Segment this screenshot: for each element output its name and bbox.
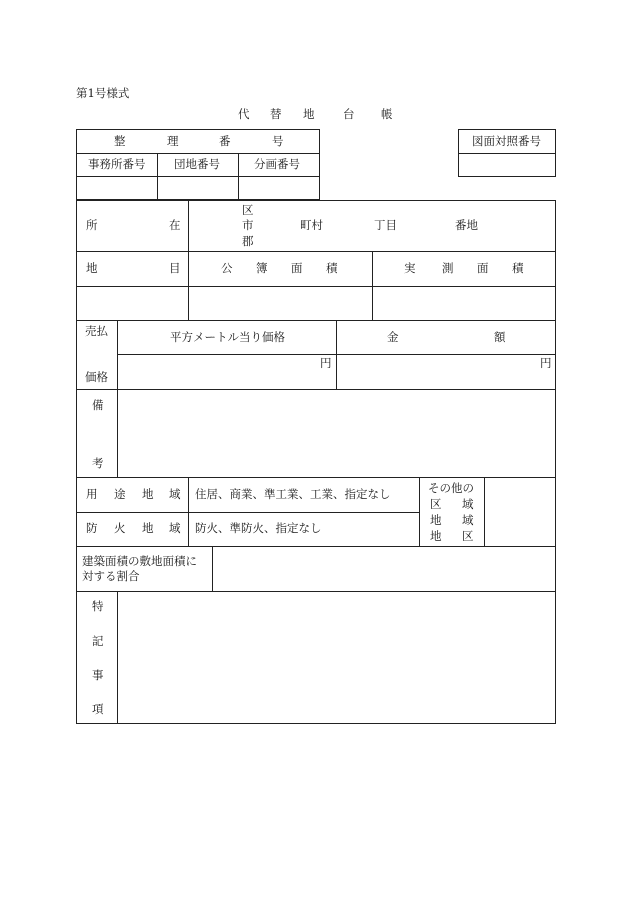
special-char: 事 — [92, 668, 104, 682]
chome-label: 丁目 — [374, 218, 397, 232]
kin-label: 金 — [387, 330, 399, 344]
other-zone-char: 区 — [430, 497, 442, 511]
rule — [76, 251, 556, 252]
seiri-char: 理 — [167, 134, 179, 148]
coverage-label-line1: 建築面積の敷地面積に — [82, 554, 197, 568]
special-char: 項 — [92, 702, 104, 716]
danchi-number-field[interactable] — [158, 177, 238, 199]
coverage-label-line2: 対する割合 — [82, 569, 140, 583]
kobo-area-field[interactable] — [189, 287, 372, 319]
location-label-zai: 在 — [169, 218, 181, 232]
other-zone-char: 区 — [462, 529, 474, 543]
other-zone-char: 域 — [462, 497, 474, 511]
seiri-char: 整 — [114, 134, 126, 148]
machi-label: 町村 — [300, 218, 323, 232]
other-zone-field[interactable] — [485, 478, 555, 545]
price-label-top: 売払 — [85, 324, 108, 338]
banchi-label: 番地 — [455, 218, 478, 232]
title-char: 帳 — [381, 107, 393, 121]
special-char: 特 — [92, 599, 104, 613]
gun-label: 郡 — [242, 234, 254, 248]
special-notes-field[interactable] — [118, 592, 555, 723]
jissoku-char: 積 — [512, 261, 524, 275]
form-number: 第1号様式 — [76, 86, 130, 100]
chimoku-char: 目 — [169, 261, 181, 275]
shi-label: 市 — [242, 218, 254, 232]
bunkaku-number-label: 分画番号 — [254, 157, 300, 171]
title-char: 地 — [303, 107, 315, 121]
yoto-char: 途 — [114, 487, 126, 501]
other-zone-char: 地 — [430, 513, 442, 527]
yoto-value: 住居、商業、準工業、工業、指定なし — [195, 487, 391, 501]
boka-value: 防火、準防火、指定なし — [195, 521, 322, 535]
seiri-char: 号 — [272, 134, 284, 148]
special-char: 記 — [92, 634, 104, 648]
rule — [76, 320, 556, 321]
boka-char: 域 — [169, 521, 181, 535]
boka-char: 地 — [142, 521, 154, 535]
other-zone-label: その他の — [428, 481, 474, 495]
boka-char: 火 — [114, 521, 126, 535]
location-label-sho: 所 — [86, 218, 98, 232]
rule — [419, 477, 420, 546]
unit-price-label: 平方メートル当り価格 — [170, 330, 285, 344]
office-number-field[interactable] — [77, 177, 157, 199]
price-label-bottom: 価格 — [85, 370, 108, 384]
unit-price-field[interactable] — [118, 355, 336, 388]
title-char: 代 — [238, 107, 250, 121]
boka-char: 防 — [86, 521, 98, 535]
gaku-label: 額 — [494, 330, 506, 344]
yoto-char: 地 — [142, 487, 154, 501]
rule — [76, 512, 419, 513]
kobo-char: 積 — [326, 261, 338, 275]
remarks-ko: 考 — [92, 456, 104, 470]
amount-field[interactable] — [337, 355, 555, 388]
jissoku-char: 測 — [442, 261, 454, 275]
title-char: 替 — [270, 107, 282, 121]
danchi-number-label: 団地番号 — [174, 157, 220, 171]
coverage-field[interactable] — [213, 547, 555, 590]
chimoku-field[interactable] — [77, 287, 188, 319]
kobo-char: 面 — [291, 261, 303, 275]
yoto-char: 域 — [169, 487, 181, 501]
yen-unit: 円 — [320, 356, 332, 370]
jissoku-area-field[interactable] — [373, 287, 555, 319]
yen-unit: 円 — [540, 356, 552, 370]
chimoku-char: 地 — [86, 261, 98, 275]
other-zone-char: 域 — [462, 513, 474, 527]
bunkaku-number-field[interactable] — [239, 177, 319, 199]
seiri-char: 番 — [219, 134, 231, 148]
jissoku-char: 面 — [477, 261, 489, 275]
remarks-bi: 備 — [92, 398, 104, 412]
map-ref-field[interactable] — [459, 154, 555, 176]
title-char: 台 — [343, 107, 355, 121]
yoto-char: 用 — [86, 487, 98, 501]
ku-label: 区 — [242, 203, 254, 217]
rule — [76, 153, 320, 154]
jissoku-char: 実 — [404, 261, 416, 275]
remarks-field[interactable] — [118, 390, 555, 476]
other-zone-char: 地 — [430, 529, 442, 543]
office-number-label: 事務所番号 — [88, 157, 146, 171]
kobo-char: 公 — [221, 261, 233, 275]
kobo-char: 簿 — [256, 261, 268, 275]
map-ref-label: 図面対照番号 — [472, 134, 541, 148]
